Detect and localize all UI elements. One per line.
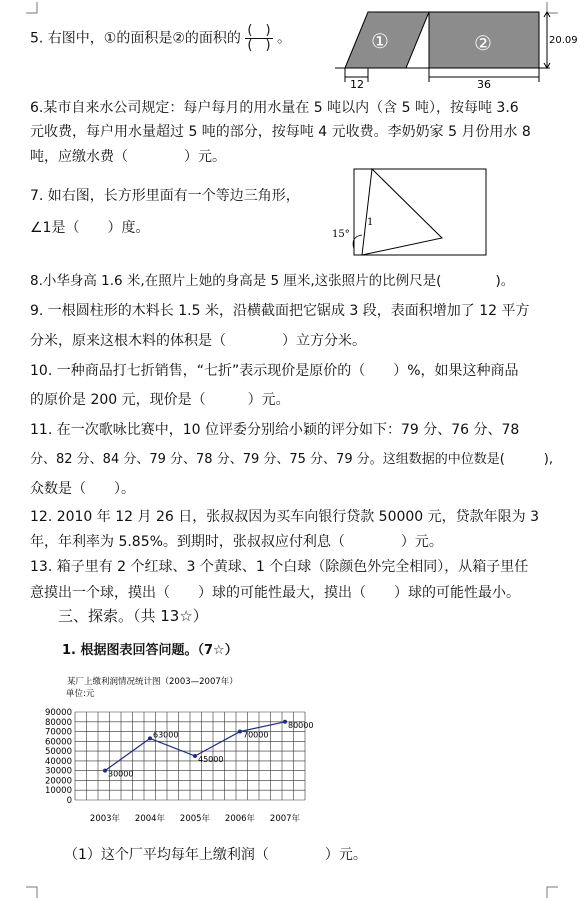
- shape-label-1: ①: [371, 29, 389, 53]
- question-13-line-2: 意摸出一个球，摸出（ ）球的可能性最大，摸出（ ）球的可能性最小。: [30, 585, 520, 601]
- question-6-line-3: 吨，应缴水费（ ）元。: [30, 149, 226, 165]
- question-11-line-2: 分、82 分、84 分、79 分、78 分、79 分、75 分、79 分。这组数据的中位数是( ),: [30, 452, 553, 467]
- angle-label-15: 15°: [332, 229, 350, 240]
- data-point: [193, 754, 197, 758]
- corner-mark-bottom-left: [26, 886, 38, 898]
- question-9-line-2: 分米，原来这根木料的体积是（ ）立方分米。: [30, 333, 366, 349]
- question-6-line-1: 6.某市自来水公司规定：每户每月的用水量在 5 吨以内（含 5 吨），按每吨 3.6: [30, 100, 519, 116]
- series-line: [105, 722, 285, 771]
- fraction-numerator: ( ): [247, 23, 271, 38]
- question-10-line-1: 10. 一种商品打七折销售，“七折”表示现价是原价的（ ）%，如果这种商品: [30, 363, 519, 379]
- y-tick-label: 80000: [44, 717, 72, 728]
- shape-label-2: ②: [474, 31, 492, 55]
- data-point: [148, 736, 152, 740]
- data-point: [283, 720, 287, 724]
- question-7-line-2: ∠1是（ ）度。: [30, 220, 150, 236]
- equilateral-triangle: [362, 169, 442, 255]
- angle-mark-1: 1: [367, 217, 374, 228]
- q5-figure: [335, 2, 578, 91]
- question-8: 8.小华身高 1.6 米,在照片上她的身高是 5 厘米,这张照片的比例尺是( )。: [30, 273, 515, 289]
- question-12-line-1: 12. 2010 年 12 月 26 日，张叔叔因为买车向银行贷款 50000 元，贷款年限为 3: [30, 509, 540, 525]
- y-tick-label: 30000: [44, 766, 72, 777]
- y-tick-label: 10000: [44, 786, 72, 797]
- rectangle-outline: [354, 169, 486, 255]
- y-tick-label: 90000: [44, 708, 72, 718]
- x-tick-label: 2003年: [89, 814, 121, 824]
- q7-figure: [330, 165, 490, 259]
- corner-mark-top-left: [26, 2, 38, 14]
- y-tick-label: 0: [66, 796, 72, 806]
- y-tick-label: 50000: [44, 747, 72, 758]
- y-tick-label: 20000: [44, 776, 72, 787]
- y-tick-label: 40000: [44, 756, 72, 767]
- line-chart: [30, 672, 320, 834]
- x-tick-label: 2007年: [269, 814, 301, 824]
- question-11-line-3: 众数是（ ）。: [30, 481, 135, 497]
- chart-unit-label: 单位:元: [66, 689, 95, 699]
- question-7-line-1: 7. 如右图，长方形里面有一个等边三角形，: [30, 188, 300, 204]
- question-5-end: 。: [276, 30, 291, 47]
- base-label-1: 12: [350, 78, 364, 91]
- y-tick-label: 60000: [44, 737, 72, 748]
- data-label: 30000: [108, 769, 134, 779]
- data-label: 70000: [243, 730, 269, 740]
- data-point: [103, 769, 107, 773]
- chart-title: 某厂上缴利润情况统计图（2003—2007年）: [67, 677, 238, 687]
- x-tick-label: 2006年: [224, 814, 256, 824]
- sub-question-1: （1）这个厂平均每年上缴利润（ ）元。: [64, 847, 367, 863]
- fraction-answer-blank[interactable]: [245, 24, 272, 53]
- question-12-line-2: 年，年利率为 5.85%。到期时，张叔叔应付利息（ ）元。: [30, 534, 443, 550]
- base-label-2: 36: [477, 78, 491, 91]
- fraction-denominator: ( ): [247, 38, 271, 53]
- y-tick-label: 70000: [44, 727, 72, 738]
- x-tick-label: 2005年: [179, 814, 211, 824]
- data-label: 63000: [153, 730, 179, 740]
- question-11-line-1: 11. 在一次歌咏比赛中，10 位评委分别给小颖的评分如下：79 分、76 分、78: [30, 422, 520, 438]
- data-label: 80000: [288, 720, 314, 730]
- corner-mark-bottom-right: [546, 886, 558, 898]
- question-13-line-1: 13. 箱子里有 2 个红球、3 个黄球、1 个白球（除颜色外完全相同），从箱子里任: [30, 559, 529, 575]
- x-tick-label: 2004年: [134, 814, 166, 824]
- question-6-line-2: 元收费，每户用水量超过 5 吨的部分，按每吨 4 元收费。李奶奶家 5 月份用水 8: [30, 124, 531, 140]
- problem-1-title: 1. 根据图表回答问题。（7☆）: [62, 643, 238, 658]
- question-9-line-1: 9. 一根圆柱形的木料长 1.5 米，沿横截面把它锯成 3 段，表面积增加了 12 平方: [30, 303, 530, 319]
- data-point: [238, 730, 242, 734]
- question-10-line-2: 的原价是 200 元，现价是（ ）元。: [30, 392, 290, 408]
- question-5: [30, 24, 291, 53]
- section-3-title: 三、探索。（共 13☆）: [58, 607, 208, 625]
- data-label: 45000: [198, 755, 224, 764]
- height-label: 20.09: [549, 35, 578, 46]
- question-5-text: 5. 右图中，①的面积是②的面积的: [30, 30, 241, 47]
